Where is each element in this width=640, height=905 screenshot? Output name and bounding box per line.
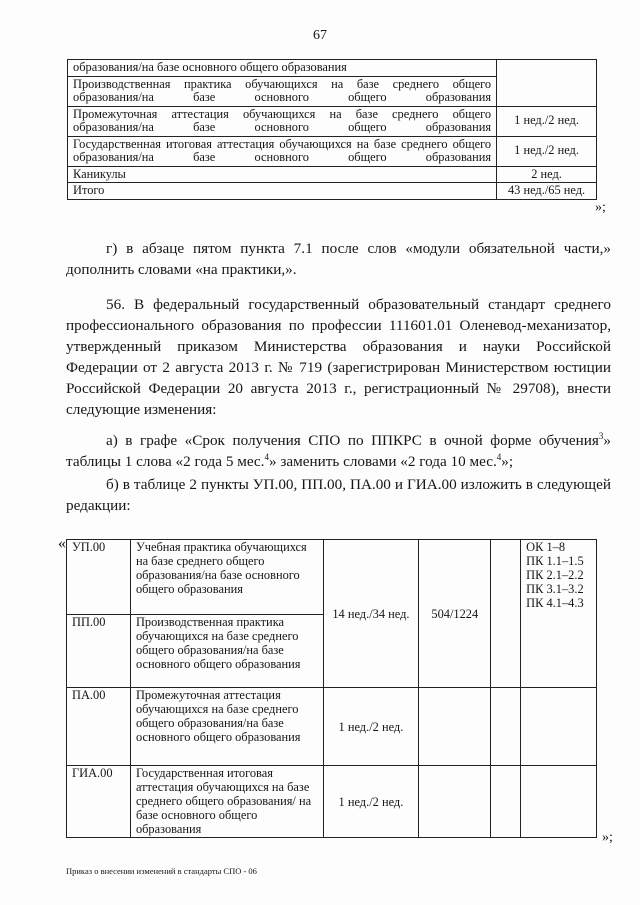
paragraph-a [66, 430, 611, 472]
competency-item: ПК 2.1–2.2 [526, 568, 584, 582]
table-cell: УП.00 [67, 540, 131, 615]
table-cell: Государственная итоговая аттестация обучающихся на базе среднего общего образования/ на базе основного общего образования [130, 766, 323, 838]
table-cell: Учебная практика обучающихся на базе среднего общего образования/на базе основного общего образования [130, 540, 323, 615]
table-cell: образования/на базе основного общего образования [68, 60, 497, 77]
table-cell: Итого [68, 183, 497, 200]
table-cell [491, 688, 521, 766]
table-cell [419, 688, 491, 766]
table-row [68, 183, 597, 200]
table-cell: ПП.00 [67, 615, 131, 688]
study-schedule-table [67, 59, 597, 200]
text-span: »; [501, 453, 514, 470]
table-row [68, 136, 597, 166]
table-cell: 1 нед./2 нед. [323, 688, 419, 766]
competency-item: ОК 1–8 [526, 540, 566, 554]
table-cell [497, 60, 597, 107]
table-cell: 1 нед./2 нед. [497, 106, 597, 136]
practice-table [66, 539, 597, 838]
footer-note: Приказ о внесении изменений в стандарты СПО - 06 [66, 866, 257, 876]
competency-item: ПК 1.1–1.5 [526, 554, 584, 568]
table-row [67, 540, 597, 615]
text-span: а) в графе «Срок получения СПО по ППКРС в очной форме обучения [106, 432, 599, 449]
table-cell: Производственная практика обучающихся на базе среднего общего образования/на базе основного общего образования [68, 76, 497, 106]
table-cell: Государственная итоговая аттестация обучающихся на базе среднего общего образования/на базе основного общего образования [68, 136, 497, 166]
table-cell [491, 540, 521, 688]
table-cell: 504/1224 [419, 540, 491, 688]
text-span: » таблицы 1 слова «2 года 5 мес. [66, 432, 611, 470]
table-cell: Каникулы [68, 166, 497, 183]
paragraph-b: б) в таблице 2 пункты УП.00, ПП.00, ПА.00 и ГИА.00 изложить в следующей редакции: [66, 476, 611, 514]
table-row [68, 60, 597, 77]
paragraph-g: г) в абзаце пятом пункта 7.1 после слов «модули обязательной части,» дополнить словами «на практики,». [66, 240, 611, 278]
table-cell: Производственная практика обучающихся на базе среднего общего образования/на базе основного общего образования [130, 615, 323, 688]
table-row [67, 688, 597, 766]
table-cell: 14 нед./34 нед. [323, 540, 419, 688]
table-cell: 1 нед./2 нед. [497, 136, 597, 166]
table-cell: Промежуточная аттестация обучающихся на базе среднего общего образования/на базе основного общего образования [130, 688, 323, 766]
table-cell: 1 нед./2 нед. [323, 766, 419, 838]
table-row [68, 106, 597, 136]
table-cell [521, 766, 597, 838]
table-cell: 2 нед. [497, 166, 597, 183]
paragraph-56: 56. В федеральный государственный образовательный стандарт среднего профессионального образования по профессии 111601.01 Оленевод-механизатор, утвержденный приказом Министерства образования и науки Российской Федерации от 2 августа 2013 г. № 719 (зарегистрирован Министерством юстиции Российской Федерации 20 августа 2013 г., регистрационный № 29708), внести следующие изменения: [66, 296, 611, 418]
footnote-ref: 4 [496, 451, 502, 462]
table-closing-quote: »; [602, 830, 613, 845]
footnote-ref: 3 [598, 430, 604, 441]
table-cell [419, 766, 491, 838]
competency-item: ПК 3.1–3.2 [526, 582, 584, 596]
table-closing-quote: »; [595, 200, 606, 215]
competencies-cell [521, 540, 597, 688]
table-opening-quote: « [58, 535, 66, 552]
table-cell: ГИА.00 [67, 766, 131, 838]
text-span: » заменить словами «2 года 10 мес. [268, 453, 497, 470]
table-cell: Промежуточная аттестация обучающихся на базе среднего общего образования/на базе основного общего образования [68, 106, 497, 136]
competency-item: ПК 4.1–4.3 [526, 596, 584, 610]
page-number: 67 [313, 28, 327, 43]
table-row [68, 166, 597, 183]
table-row [67, 766, 597, 838]
footnote-ref: 4 [264, 451, 269, 462]
table-cell: 43 нед./65 нед. [497, 183, 597, 200]
table-cell: ПА.00 [67, 688, 131, 766]
table-cell [521, 688, 597, 766]
table-cell [491, 766, 521, 838]
